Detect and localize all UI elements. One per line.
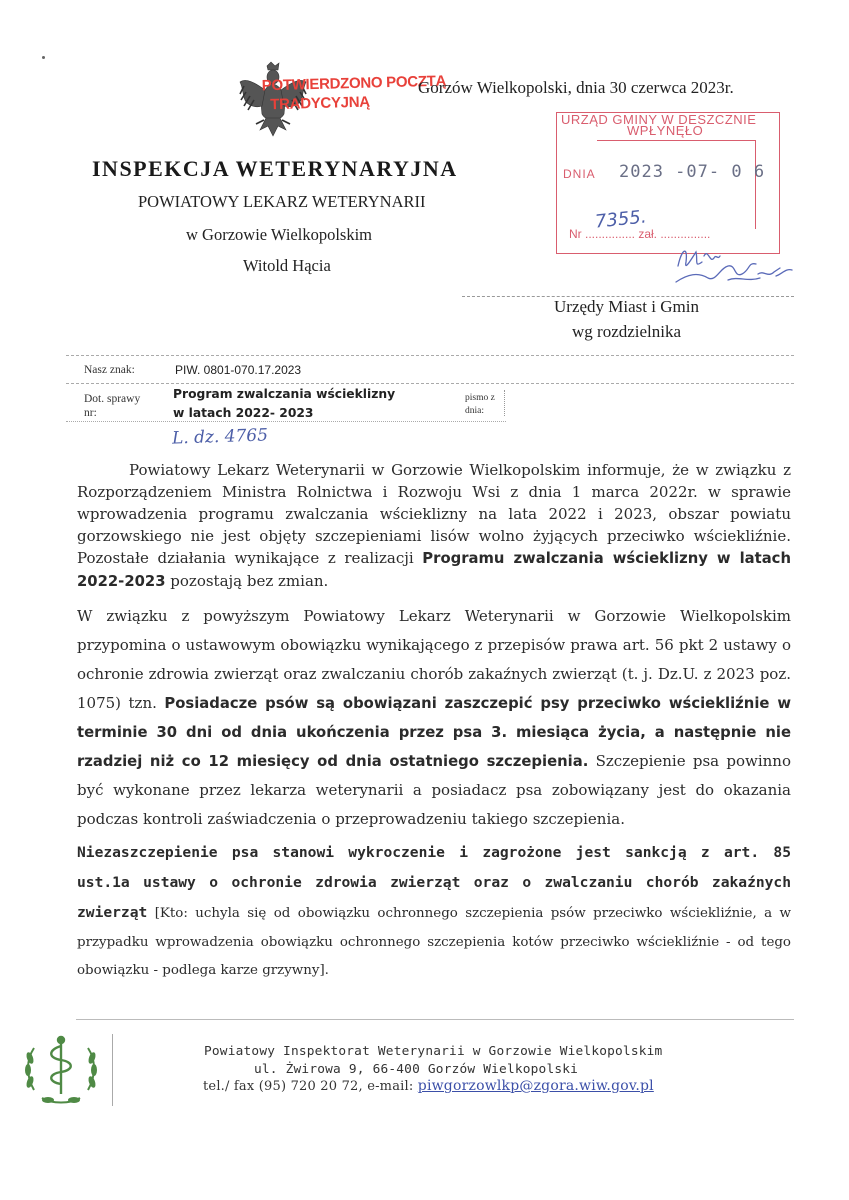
letter-date-label-line1: pismo z (465, 393, 495, 403)
footer-address: ul. Żwirowa 9, 66-400 Gorzów Wielkopolski (254, 1062, 579, 1077)
veterinary-inspection-logo (22, 1030, 100, 1108)
recipient-line2: wg rozdzielnika (572, 322, 682, 341)
paragraph-1-text: Powiatowy Lekarz Weterynarii w Gorzowie Wielkopolskim informuje, że w związku z Rozporządzeniem Ministra Rolnictwa i Rozwoju Wsi z dnia 1 marca 2022r. w sprawie wprowadzenia programu zwalczania wścieklizny na lata 2022 i 2023, obszar powiatu gorzowskiego nie jest objęty szczepieniami lisów wolno żyjących przeciwko wściekliźnie. Pozostałe działania wynikające z realizacji (77, 461, 791, 567)
footer-divider (76, 1019, 794, 1020)
paragraph-1 (77, 459, 791, 593)
receipt-stamp-office: URZĄD GMINY W DESZCZNIE (561, 112, 757, 127)
paragraph-1-bold: Programu zwalczania wścieklizny w latach 2022-2023 (77, 550, 791, 590)
office-title: POWIATOWY LEKARZ WETERYNARII (138, 192, 426, 211)
receipt-stamp-received: WPŁYNĘŁO (627, 123, 704, 138)
paragraph-1-end: pozostają bez zmian. (165, 572, 329, 590)
subject-line1: Program zwalczania wścieklizny (173, 387, 396, 401)
reference-divider-bottom (66, 421, 506, 422)
footer-institution: Powiatowy Inspektorat Weterynarii w Gorzowie Wielkopolskim (204, 1044, 663, 1059)
case-ref-label-line2: nr: (84, 407, 97, 419)
receipt-handwritten-number: 7355. (594, 206, 648, 233)
case-ref-label (84, 392, 140, 420)
footer-phone: tel./ fax (95) 720 20 72, e-mail: (203, 1079, 418, 1094)
handwritten-signature (668, 238, 798, 290)
footer-separator (112, 1034, 113, 1106)
handwritten-registry-ref: L. dz. 4765 (171, 425, 269, 449)
paragraph-3-text: [Kto: uchyla się od obowiązku ochronnego szczepienia psów przeciwko wściekliźnie, a w przypadku wprowadzenia obowiązku ochronnego szczepienia kotów przeciwko wściekliźnie - od tego obowiązku - podlega karze grzywny]. (77, 906, 791, 978)
receipt-stamp (556, 112, 780, 254)
paragraph-2 (77, 602, 791, 834)
paragraph-3-bold: Niezaszczepienie psa stanowi wykroczenie i zagrożone jest sankcją z art. 85 ust.1a ustawy o ochronie zdrowia zwierząt oraz o zwalczaniu chorób zakaźnych zwierząt (77, 844, 791, 921)
postal-stamp-line1: POTWIERDZONO POCZTĄ (261, 72, 447, 95)
footer-email-link[interactable]: piwgorzowlkp@zgora.wiw.gov.pl (417, 1078, 654, 1094)
receipt-stamp-number-label: Nr ............... zał. ............... (569, 227, 711, 241)
footer-contact (203, 1078, 654, 1094)
place-date: Gorzów Wielkopolski, dnia 30 czerwca 2023r. (418, 78, 734, 97)
letter-date-label-line2: dnia: (465, 406, 484, 416)
paragraph-2-bold: Posiadacze psów są obowiązani zaszczepić psy przeciwko wściekliźnie w terminie 30 dni od dnia ukończenia przez psa 3. miesiąca życia, a następnie nie rzadziej niż co 12 miesięcy od dnia ostatniego szczepienia. (77, 695, 791, 770)
receipt-stamp-date-label: DNIA (563, 167, 596, 181)
subject (173, 385, 395, 423)
paragraph-2-end: Szczepienie psa powinno być wykonane przez lekarza weterynarii a posiadacz psa zobowiązany jest do okazania podczas kontroli zaświadczenia o przeprowadzeniu takiego szczepienia. (77, 752, 791, 828)
institution-title: INSPEKCJA WETERYNARYJNA (92, 156, 458, 181)
receipt-stamp-date: 2023 -07- 0 6 (619, 162, 766, 182)
reference-divider-mid (66, 383, 794, 384)
officer-name: Witold Hącia (243, 256, 331, 275)
paragraph-3 (77, 838, 791, 984)
recipient-line1: Urzędy Miast i Gmin (554, 297, 699, 316)
our-ref-label: Nasz znak: (84, 364, 135, 376)
scan-speck (42, 56, 45, 59)
our-ref-value: PIW. 0801-070.17.2023 (175, 363, 302, 377)
reference-divider-top (66, 355, 794, 356)
paragraph-2-text: W związku z powyższym Powiatowy Lekarz Weterynarii w Gorzowie Wielkopolskim przypomina o ustawowym obowiązku wynikającego z przepisów prawa art. 56 pkt 2 ustawy o ochronie zdrowia zwierząt oraz zwalczaniu chorób zakaźnych zwierząt (t. j. Dz.U. z 2023 poz. 1075) tzn. (77, 607, 791, 712)
case-ref-label-line1: Dot. sprawy (84, 393, 141, 405)
reference-separator (504, 390, 505, 416)
letter-date-label (465, 392, 495, 418)
postal-stamp-line2: TRADYCYJNĄ (270, 93, 370, 114)
office-location: w Gorzowie Wielkopolskim (186, 225, 373, 244)
subject-line2: w latach 2022- 2023 (173, 406, 314, 420)
